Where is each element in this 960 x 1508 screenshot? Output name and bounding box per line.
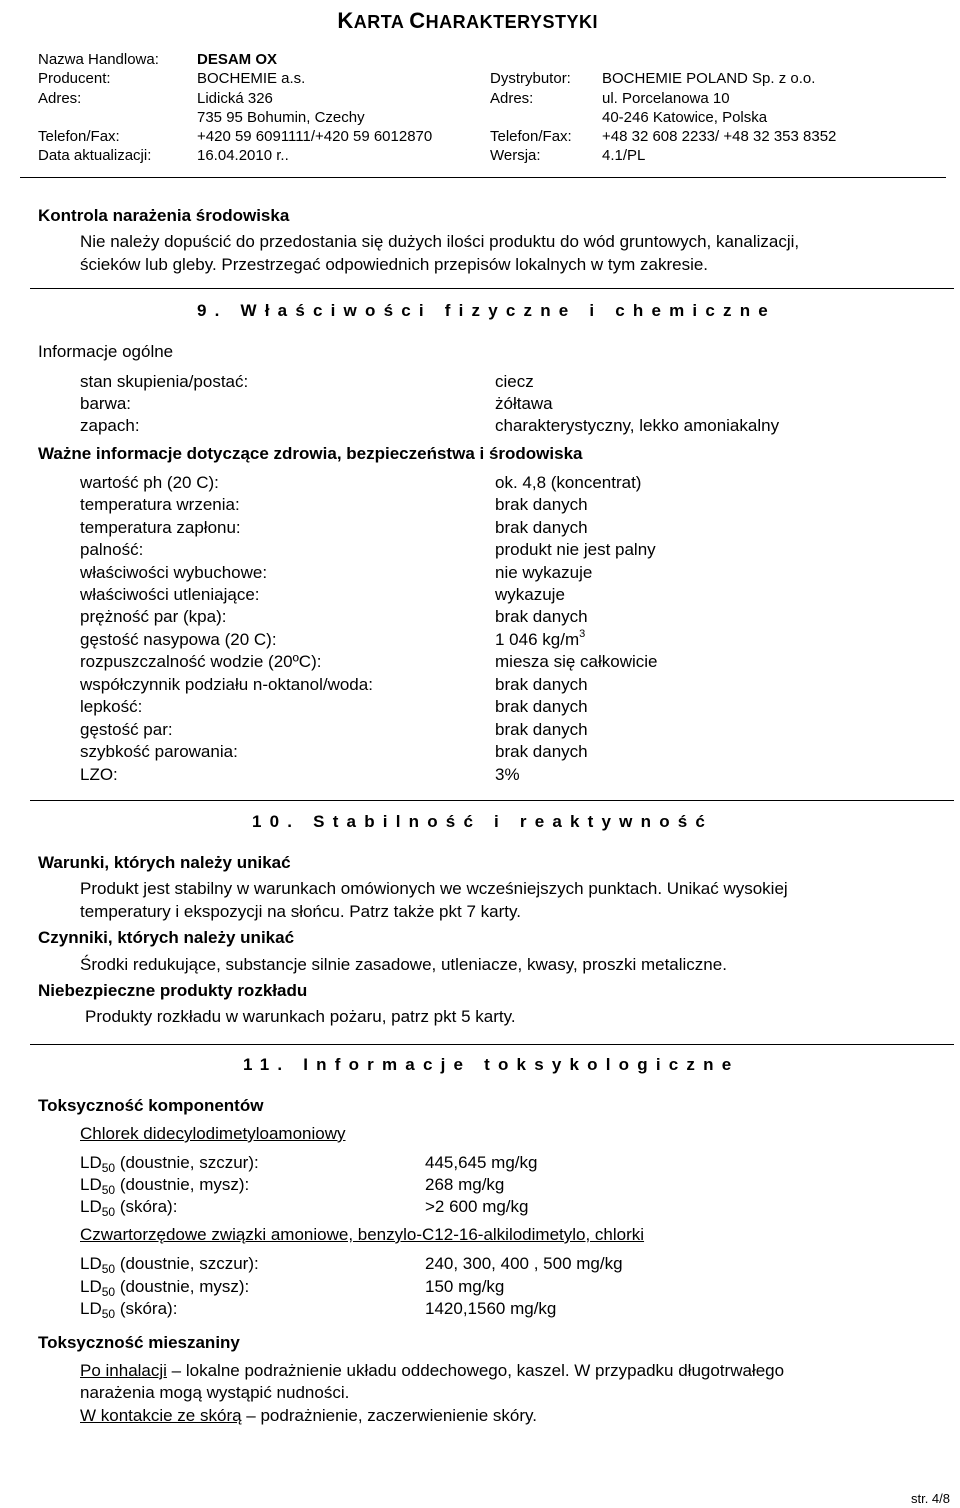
property-label: właściwości utleniające: bbox=[80, 585, 260, 604]
section11-title: 11. Informacje toksykologiczne bbox=[243, 1055, 740, 1074]
inhalation-line1: Po inhalacji – lokalne podrażnienie układu oddechowego, kaszel. W przypadku długotrwałego bbox=[80, 1361, 785, 1380]
property-value: wykazuje bbox=[495, 585, 565, 604]
property-value: miesza się całkowicie bbox=[495, 652, 658, 671]
property-value: 3% bbox=[495, 765, 520, 784]
mixture-toxicity-heading: Toksyczność mieszaniny bbox=[38, 1333, 240, 1352]
version: 4.1/PL bbox=[602, 147, 646, 164]
property-value: produkt nie jest palny bbox=[495, 540, 656, 559]
phone: +420 59 6091111/+420 59 6012870 bbox=[197, 128, 433, 145]
ld50-value: >2 600 mg/kg bbox=[425, 1197, 529, 1216]
ld50-label: $LD_{50}$ (skóra): bbox=[80, 1299, 178, 1321]
general-label: stan skupienia/postać: bbox=[80, 372, 249, 391]
property-value: brak danych bbox=[495, 607, 588, 626]
property-label: temperatura zapłonu: bbox=[80, 518, 241, 537]
ld50-label: $LD_{50}$ (doustnie, szczur): bbox=[80, 1254, 259, 1276]
document-title: KARTA CHARAKTERYSTYKI bbox=[337, 8, 598, 33]
ld50-value: 1420,1560 mg/kg bbox=[425, 1299, 557, 1318]
trade-name-label: Nazwa Handlowa: bbox=[38, 51, 159, 68]
property-label: rozpuszczalność wodzie (20ºC): bbox=[80, 652, 322, 671]
property-label: temperatura wrzenia: bbox=[80, 495, 240, 514]
trade-name: DESAM OX bbox=[197, 51, 278, 68]
inhalation-line2: narażenia mogą wystąpić nudności. bbox=[80, 1383, 350, 1402]
property-label: gęstość par: bbox=[80, 720, 173, 739]
property-value: brak danych bbox=[495, 495, 588, 514]
property-value: brak danych bbox=[495, 697, 588, 716]
env-control-heading: Kontrola narażenia środowiska bbox=[38, 206, 290, 225]
property-value: brak danych bbox=[495, 742, 588, 761]
ld50-value: 240, 300, 400 , 500 mg/kg bbox=[425, 1254, 623, 1273]
property-value: nie wykazuje bbox=[495, 563, 593, 582]
producer: BOCHEMIE a.s. bbox=[197, 70, 306, 87]
property-label: wartość ph (20 C): bbox=[80, 473, 219, 492]
property-value: brak danych bbox=[495, 720, 588, 739]
property-value: brak danych bbox=[495, 675, 588, 694]
decomposition-heading: Niebezpieczne produkty rozkładu bbox=[38, 981, 308, 1000]
property-label: LZO: bbox=[80, 765, 118, 784]
page-number: str. 4/8 bbox=[910, 1491, 950, 1506]
dist-address-label: Adres: bbox=[490, 90, 534, 107]
section10-title: 10. Stabilność i reaktywność bbox=[252, 812, 714, 831]
dist-phone-label: Telefon/Fax: bbox=[490, 128, 572, 145]
section10-divider bbox=[30, 800, 954, 801]
address-label: Adres: bbox=[38, 90, 82, 107]
important-info-heading: Ważne informacje dotyczące zdrowia, bezpieczeństwa i środowiska bbox=[38, 444, 583, 463]
address-line1: Lidická 326 bbox=[197, 90, 273, 107]
property-value: brak danych bbox=[495, 518, 588, 537]
avoid-factors-heading: Czynniki, których należy unikać bbox=[38, 928, 295, 947]
skin-contact-line: W kontakcie ze skórą – podrażnienie, zaczerwienienie skóry. bbox=[80, 1406, 538, 1425]
avoid-factors-text: Środki redukujące, substancje silnie zasadowe, utleniacze, kwasy, proszki metaliczne. bbox=[80, 955, 727, 974]
section11-divider bbox=[30, 1044, 954, 1045]
general-value: żółtawa bbox=[495, 394, 553, 413]
avoid-conditions-line2: temperatury i ekspozycji na słońcu. Patrz także pkt 7 karty. bbox=[80, 902, 521, 921]
ld50-value: 268 mg/kg bbox=[425, 1175, 505, 1194]
property-value: ok. 4,8 (koncentrat) bbox=[495, 473, 642, 492]
property-label: współczynnik podziału n-oktanol/woda: bbox=[80, 675, 373, 694]
general-label: zapach: bbox=[80, 416, 140, 435]
ld50-label: $LD_{50}$ (doustnie, szczur): bbox=[80, 1153, 259, 1175]
property-label: właściwości wybuchowe: bbox=[80, 563, 268, 582]
section9-divider bbox=[30, 288, 954, 289]
dist-address-line1: ul. Porcelanowa 10 bbox=[602, 90, 730, 107]
general-value: ciecz bbox=[495, 372, 534, 391]
component-toxicity-heading: Toksyczność komponentów bbox=[38, 1096, 264, 1115]
header-divider bbox=[20, 177, 946, 178]
property-label: palność: bbox=[80, 540, 144, 559]
avoid-conditions-line1: Produkt jest stabilny w warunkach omówionych we wcześniejszych punktach. Unikać wysokiej bbox=[80, 879, 788, 898]
distributor: BOCHEMIE POLAND Sp. z o.o. bbox=[602, 70, 816, 87]
property-label: gęstość nasypowa (20 C): bbox=[80, 630, 277, 649]
date: 16.04.2010 r.. bbox=[197, 147, 289, 164]
dist-phone: +48 32 608 2233/ +48 32 353 8352 bbox=[602, 128, 837, 145]
section9-title: 9. Właściwości fizyczne i chemiczne bbox=[197, 301, 776, 320]
avoid-conditions-heading: Warunki, których należy unikać bbox=[38, 853, 291, 872]
decomposition-text: Produkty rozkładu w warunkach pożaru, patrz pkt 5 karty. bbox=[85, 1007, 516, 1026]
dist-address-line2: 40-246 Katowice, Polska bbox=[602, 109, 768, 126]
ld50-value: 150 mg/kg bbox=[425, 1277, 505, 1296]
env-control-line1: Nie należy dopuścić do przedostania się dużych ilości produktu do wód gruntowych, kanalizacji, bbox=[80, 232, 800, 251]
distributor-label: Dystrybutor: bbox=[490, 70, 571, 87]
property-label: szybkość parowania: bbox=[80, 742, 238, 761]
env-control-line2: ścieków lub gleby. Przestrzegać odpowiednich przepisów lokalnych w tym zakresie. bbox=[80, 255, 709, 274]
property-value: 1 046 $kg/m^3$ bbox=[495, 628, 586, 649]
ld50-label: $LD_{50}$ (skóra): bbox=[80, 1197, 178, 1219]
date-label: Data aktualizacji: bbox=[38, 147, 152, 164]
general-label: barwa: bbox=[80, 394, 132, 413]
producer-label: Producent: bbox=[38, 70, 111, 87]
property-label: lepkość: bbox=[80, 697, 143, 716]
version-label: Wersja: bbox=[490, 147, 541, 164]
address-line2: 735 95 Bohumin, Czechy bbox=[197, 109, 365, 126]
phone-label: Telefon/Fax: bbox=[38, 128, 120, 145]
ld50-value: 445,645 mg/kg bbox=[425, 1153, 538, 1172]
property-label: prężność par (kpa): bbox=[80, 607, 227, 626]
component1-name: Chlorek didecylodimetyloamoniowy bbox=[80, 1124, 346, 1143]
ld50-label: $LD_{50}$ (doustnie, mysz): bbox=[80, 1175, 250, 1197]
density-unit-superscript: 3 bbox=[579, 628, 586, 640]
ld50-label: $LD_{50}$ (doustnie, mysz): bbox=[80, 1277, 250, 1299]
component2-name: Czwartorzędowe związki amoniowe, benzylo-C12-16-alkilodimetylo, chlorki bbox=[80, 1225, 645, 1244]
general-value: charakterystyczny, lekko amoniakalny bbox=[495, 416, 780, 435]
general-info-heading: Informacje ogólne bbox=[38, 342, 174, 361]
